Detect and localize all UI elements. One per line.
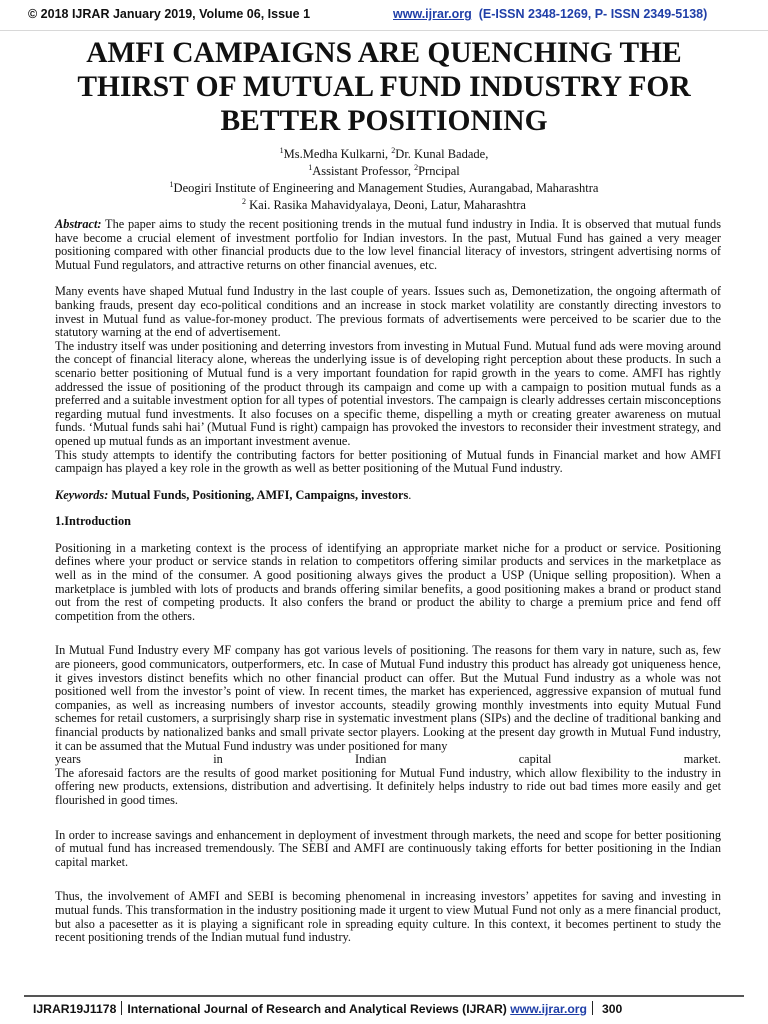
- footer-journal: International Journal of Research and Analytical Reviews (IJRAR): [127, 1002, 511, 1016]
- paper-body: [55, 218, 721, 945]
- author-block: [40, 144, 728, 213]
- author-names: $^1$Ms.Medha Kulkarni, $^2$Dr. Kunal Badade,: [279, 146, 489, 162]
- affiliation-1: $^1$Deogiri Institute of Engineering and Management Studies, Aurangabad, Maharashtra: [169, 180, 599, 196]
- footer-rule: [24, 995, 744, 997]
- intro-paragraph-1: Positioning in a marketing context is the process of identifying an appropriate market niche for a product or service. Positioning defines where your product or service stands in relation to competitors offering similar products and services in the marketplace as well as in the mind of the consumer. A good positioning always gives the product a USP (Unique selling proposition). When a marketplace is jumbled with lots of products and brands offering similar benefits, a good positioning makes a brand or product stand out from the rest of competing products. It also confers the brand or product the ability to charge a premium price and fend off competition from the others.: [55, 540, 721, 623]
- footer-site-link[interactable]: www.ijrar.org: [510, 1002, 587, 1016]
- running-footer: [33, 1001, 622, 1016]
- header-site-link[interactable]: www.ijrar.org: [393, 7, 472, 21]
- intro-paragraph-2b: The aforesaid factors are the results of good market positioning for Mutual Fund industry, which allow flexibility to the industry in offering new products, extensions, distribution and advertising. It definitely helps industry to ride out bad times more easily and get flourished in good times.: [55, 765, 721, 807]
- section-heading-introduction: 1.Introduction: [55, 514, 131, 529]
- keywords-values: Mutual Funds, Positioning, AMFI, Campaigns, investors: [108, 487, 409, 502]
- page-number: 300: [602, 1002, 623, 1016]
- author-roles: $^1$Assistant Professor, $^2$Prncipal: [308, 163, 460, 179]
- intro-paragraph-4: Thus, the involvement of AMFI and SEBI is becoming phenomenal in increasing investors’ appetites for saving and investing in mutual funds. This transformation in the industry positioning made it urgent to view Mutual Fund not only as a mere financial product, but also a pacesetter as it is playing a significant role in spreading equity culture. In this context, it becomes pertinent to study the recent positioning trends of the Indian mutual fund industry.: [55, 889, 721, 945]
- paper-title: AMFI CAMPAIGNS ARE QUENCHING THE THIRST OF MUTUAL FUND INDUSTRY FOR BETTER POSITIONING: [77, 37, 691, 137]
- header-journal-info: [393, 7, 707, 21]
- intro-paragraph-2-last-line: years in Indian capital market.: [55, 752, 721, 767]
- running-header: [0, 0, 768, 31]
- keywords: Keywords: Mutual Funds, Positioning, AMFI, Campaigns, investors.: [55, 487, 412, 502]
- abstract-paragraph-2: Many events have shaped Mutual fund Industry in the last couple of years. Issues such as, Demonetization, the ongoing aftermath of banking frauds, present day eco-political conditions and an increase in stock market volatility are constantly directing investors to invest in Mutual fund as value-for-money product. The previous formats of advertisements were perceived to be scarier due to the statutory warning at the end of advertisement.: [55, 284, 721, 340]
- header-issn: (E-ISSN 2348-1269, P- ISSN 2349-5138): [478, 7, 708, 21]
- abstract-paragraph-4: This study attempts to identify the contributing factors for better positioning of Mutual funds in Financial market and how AMFI campaign has played a key role in the growth as well as better positioning of the Mutual Fund industry.: [55, 447, 721, 476]
- abstract-text: The paper aims to study the recent positioning trends in the mutual fund industry in India. It is observed that mutual funds have become a crucial element of investment portfolio for Indian investors. In the past, Mutual Fund has gained a very meager positioning compared with other financial products due to the low level financial literacy of investors, stringent advertising norms of Mutual Fund regulators, and attractive returns on other financial avenues, etc.: [55, 217, 721, 272]
- footer-paper-id: IJRAR19J1178: [33, 1002, 117, 1016]
- affiliation-2: $^2$ Kai. Rasika Mahavidyalaya, Deoni, Latur, Maharashtra: [242, 197, 526, 213]
- abstract-label: Abstract:: [55, 217, 102, 231]
- intro-paragraph-3: In order to increase savings and enhancement in deployment of investment through markets, the need and scope for better positioning of mutual fund has increased tremendously. The SEBI and AMFI are continuously taking efforts for better positioning in the Indian capital market.: [55, 827, 721, 869]
- abstract-paragraph: [55, 218, 721, 272]
- intro-paragraph-2: In Mutual Fund Industry every MF company has got various levels of positioning. The reasons for them vary in nature, such as, few are pioneers, good communicators, outperformers, etc. In case of Mutual Fund industry this product has already got uniqueness hence, it gives investors distinct benefits which no other financial product can offer. But the Mutual Fund industry as a whole was not positioned well from the investor’s point of view. In recent times, the market has experienced, aggressive expansion of mutual fund companies, as well as increasing numbers of investor accounts, steadily growing monthly investments into equity Mutual Fund schemes for retail customers, a surprisingly sharp rise in systematic investment plans (SIPs) and the decline of traditional banking and financial products by nationalized banks and small private sector players. Looking at the present day growth in Mutual Fund industry, it can be assumed that the Mutual Fund industry was under positioned for many: [55, 643, 721, 753]
- abstract-paragraph-3: The industry itself was under positioning and deterring investors from investing in Mutual Fund. Mutual fund ads were moving around the concept of financial literacy alone, whereas the underlying issue is of developing right perception about these products. In such a scenario better positioning of Mutual fund is a very important foundation for rapid growth in the years to come. AMFI has rightly addressed the issue of positioning of the product through its campaign and come up with a campaign to position mutual funds as a preferred and a suitable investment option for all types of potential investors. The campaign is clearly addresses certain misconceptions regarding mutual fund investments. It also focuses on a specific theme, dispelling a myth or creating greater awareness on mutual funds. ‘Mutual funds sahi hai’ (Mutual Fund is right) campaign has provoked the investors to reconsider their investment strategy, and opened up mutual funds as an important investment avenue.: [55, 338, 721, 448]
- keywords-label: Keywords:: [55, 487, 109, 502]
- header-copyright: © 2018 IJRAR January 2019, Volume 06, Issue 1: [28, 7, 311, 21]
